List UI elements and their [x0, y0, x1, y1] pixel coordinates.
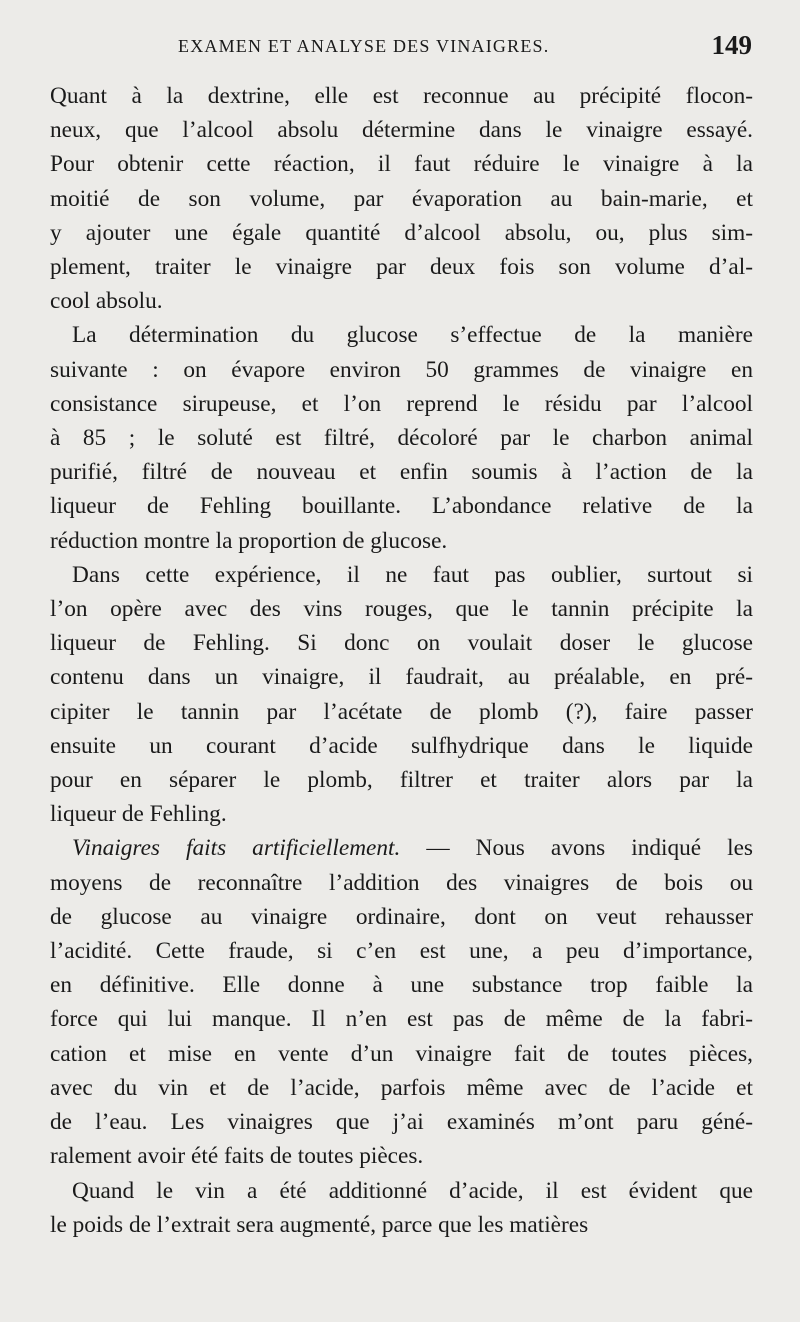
line-text: de glucose au vinaigre ordinaire, dont on veut rehausser [50, 903, 753, 930]
line-text: pour en séparer le plomb, filtrer et traiter alors par la [50, 767, 753, 794]
line-text: moitié de son volume, par évaporation au bain-marie, et [50, 185, 753, 212]
line-text: purifié, filtré de nouveau et enfin soumis à l’action de la [50, 459, 753, 486]
text-line [50, 558, 753, 592]
text-line [50, 934, 753, 968]
line-text: en définitive. Elle donne à une substance trop faible la [50, 972, 753, 999]
text-line [50, 284, 753, 318]
line-text: cation et mise en vente d’un vinaigre fait de toutes pièces, [50, 1040, 753, 1067]
line-text: — Nous avons indiqué les [400, 835, 754, 862]
page-header [48, 30, 752, 76]
text-line [50, 626, 753, 660]
line-text: Quand le vin a été additionné d’acide, il est évident que [72, 1177, 753, 1204]
line-text: suivante : on évapore environ 50 grammes de vinaigre en [50, 356, 753, 383]
text-line [50, 1208, 753, 1242]
line-text: avec du vin et de l’acide, parfois même avec de l’acide et [50, 1074, 753, 1101]
line-text: de l’eau. Les vinaigres que j’ai examinés m’ont paru géné- [50, 1109, 753, 1136]
line-text: moyens de reconnaître l’addition des vinaigres de bois ou [50, 869, 753, 896]
text-line [50, 455, 753, 489]
text-line [50, 387, 753, 421]
paragraph [50, 831, 753, 1173]
line-text: La détermination du glucose s’effectue de la manière [72, 322, 753, 349]
running-title: EXAMEN ET ANALYSE DES VINAIGRES. [178, 36, 550, 56]
body-text [50, 79, 753, 1242]
text-line [50, 968, 753, 1002]
text-line [50, 1037, 753, 1071]
text-line [50, 831, 753, 865]
line-text: liqueur de Fehling. Si donc on voulait doser le glucose [50, 630, 753, 657]
text-line [50, 592, 753, 626]
line-text: l’acidité. Cette fraude, si c’en est une, a peu d’importance, [50, 938, 753, 965]
line-text: cool absolu. [50, 288, 163, 315]
line-text: Pour obtenir cette réaction, il faut réduire le vinaigre à la [50, 151, 753, 178]
text-line [50, 318, 753, 352]
text-line [50, 900, 753, 934]
text-line [50, 524, 753, 558]
text-line [50, 113, 753, 147]
paragraph [50, 1174, 753, 1242]
text-line [50, 729, 753, 763]
line-text: ralement avoir été faits de toutes pièces. [50, 1143, 424, 1170]
text-line [50, 489, 753, 523]
line-text: l’on opère avec des vins rouges, que le tannin précipite la [50, 596, 753, 623]
text-line [50, 182, 753, 216]
line-text: neux, que l’alcool absolu détermine dans le vinaigre essayé. [50, 117, 753, 144]
text-line [50, 147, 753, 181]
text-line [50, 763, 753, 797]
line-text: consistance sirupeuse, et l’on reprend le résidu par l’alcool [50, 390, 753, 417]
line-text: liqueur de Fehling bouillante. L’abondance relative de la [50, 493, 753, 520]
text-line [50, 1071, 753, 1105]
page-number: 149 [711, 30, 752, 60]
text-line [50, 1105, 753, 1139]
line-text: Quant à la dextrine, elle est reconnue au précipité flocon- [50, 83, 753, 109]
text-line [50, 353, 753, 387]
text-line [50, 79, 753, 113]
text-line [50, 1139, 753, 1173]
text-line [50, 866, 753, 900]
text-line [50, 660, 753, 694]
text-line [50, 1174, 753, 1208]
paragraph [50, 79, 753, 318]
line-text: ensuite un courant d’acide sulfhydrique dans le liquide [50, 732, 753, 759]
line-text: contenu dans un vinaigre, il faudrait, au préalable, en pré- [50, 664, 753, 691]
line-text: cipiter le tannin par l’acétate de plomb (?), faire passer [50, 698, 753, 725]
text-line [50, 797, 753, 831]
section-heading: Vinaigres faits artificiellement. [72, 835, 401, 862]
paragraph [50, 318, 753, 557]
line-text: force qui lui manque. Il n’en est pas de même de la fabri- [50, 1006, 753, 1033]
line-text: y ajouter une égale quantité d’alcool absolu, ou, plus sim- [50, 219, 753, 246]
line-text: réduction montre la proportion de glucose. [50, 527, 448, 554]
line-text: plement, traiter le vinaigre par deux fois son volume d’al- [50, 254, 753, 281]
line-text: Dans cette expérience, il ne faut pas oublier, surtout si [72, 561, 753, 588]
text-line [50, 695, 753, 729]
paragraph [50, 558, 753, 832]
text-line [50, 421, 753, 455]
line-text: à 85 ; le soluté est filtré, décoloré par le charbon animal [50, 425, 753, 452]
line-text: liqueur de Fehling. [50, 801, 227, 828]
text-line [50, 1002, 753, 1036]
text-line [50, 216, 753, 250]
text-line [50, 250, 753, 284]
line-text: le poids de l’extrait sera augmenté, parce que les matières [50, 1211, 589, 1238]
